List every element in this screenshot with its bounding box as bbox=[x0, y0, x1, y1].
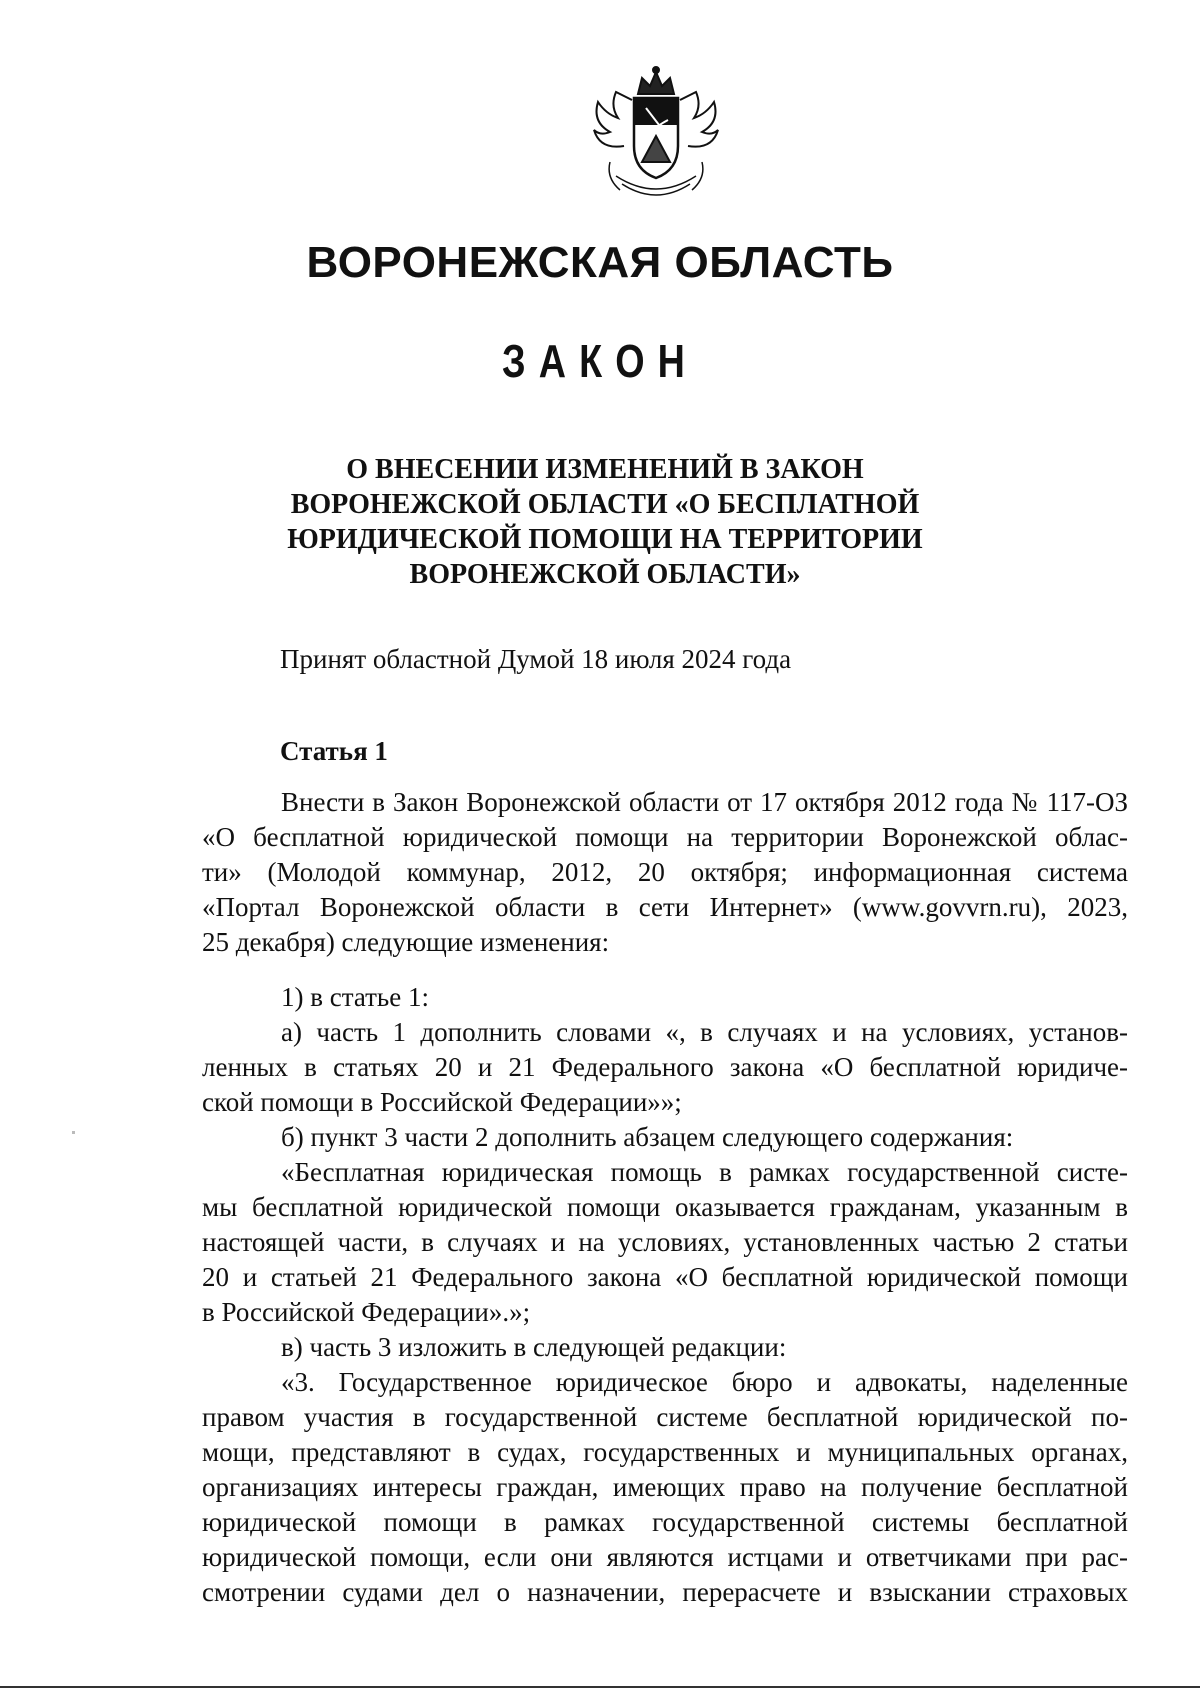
article-intro-paragraph bbox=[202, 785, 1128, 960]
text-line: ской помощи в Российской Федерации»»; bbox=[202, 1087, 682, 1117]
text-line: 20 и статьей 21 Федерального закона «О бесплатной юридической помощи bbox=[202, 1262, 1128, 1292]
text-line: «О бесплатной юридической помощи на территории Воронежской облас- bbox=[202, 822, 1128, 852]
text-line: мы бесплатной юридической помощи оказывается гражданам, указанным в bbox=[202, 1192, 1128, 1222]
text-line: в Российской Федерации».»; bbox=[202, 1297, 531, 1327]
text-line: в) часть 3 изложить в следующей редакции: bbox=[281, 1332, 787, 1362]
text-line: организациях интересы граждан, имеющих право на получение бесплатной bbox=[202, 1472, 1128, 1502]
law-title-line: ЮРИДИЧЕСКОЙ ПОМОЩИ НА ТЕРРИТОРИИ bbox=[287, 524, 923, 555]
text-line: ленных в статьях 20 и 21 Федерального закона «О бесплатной юридиче- bbox=[202, 1052, 1128, 1082]
law-title-line: ВОРОНЕЖСКОЙ ОБЛАСТИ» bbox=[409, 559, 801, 590]
amendment-item-1 bbox=[202, 980, 1128, 1610]
text-line: 1) в статье 1: bbox=[281, 982, 429, 1012]
document-type: ЗАКОН bbox=[501, 335, 699, 387]
page-bottom-rule bbox=[0, 1686, 1200, 1688]
coat-of-arms-icon bbox=[576, 66, 736, 206]
text-line: ти» (Молодой коммунар, 2012, 20 октября; информационная система bbox=[202, 857, 1128, 887]
text-line: а) часть 1 дополнить словами «, в случаях и на условиях, установ- bbox=[281, 1017, 1128, 1047]
scan-artifact bbox=[72, 1131, 75, 1134]
text-line: мощи, представляют в судах, государственных и муниципальных органах, bbox=[202, 1437, 1128, 1467]
text-line: Внести в Закон Воронежской области от 17 октября 2012 года № 117-ОЗ bbox=[281, 787, 1128, 817]
law-title-line: ВОРОНЕЖСКОЙ ОБЛАСТИ «О БЕСПЛАТНОЙ bbox=[290, 489, 920, 520]
adoption-date: Принят областной Думой 18 июля 2024 года bbox=[280, 644, 792, 674]
law-title-line: О ВНЕСЕНИИ ИЗМЕНЕНИЙ В ЗАКОН bbox=[346, 454, 864, 485]
text-line: б) пункт 3 части 2 дополнить абзацем следующего содержания: bbox=[281, 1122, 1014, 1152]
text-line: настоящей части, в случаях и на условиях, установленных частью 2 статьи bbox=[202, 1227, 1128, 1257]
text-line: правом участия в государственной системе бесплатной юридической по- bbox=[202, 1402, 1128, 1432]
text-line: смотрении судами дел о назначении, перерасчете и взыскании страховых bbox=[202, 1577, 1128, 1607]
article-heading: Статья 1 bbox=[280, 736, 388, 766]
text-line: «3. Государственное юридическое бюро и адвокаты, наделенные bbox=[281, 1367, 1128, 1397]
text-line: 25 декабря) следующие изменения: bbox=[202, 927, 610, 957]
text-line: юридической помощи, если они являются истцами и ответчиками при рас- bbox=[202, 1542, 1128, 1572]
text-line: «Портал Воронежской области в сети Интернет» (www.govvrn.ru), 2023, bbox=[202, 892, 1128, 922]
text-line: «Бесплатная юридическая помощь в рамках государственной систе- bbox=[281, 1157, 1128, 1187]
text-line: юридической помощи в рамках государственной системы бесплатной bbox=[202, 1507, 1128, 1537]
law-title bbox=[250, 452, 960, 592]
region-title: ВОРОНЕЖСКАЯ ОБЛАСТЬ bbox=[306, 238, 894, 287]
